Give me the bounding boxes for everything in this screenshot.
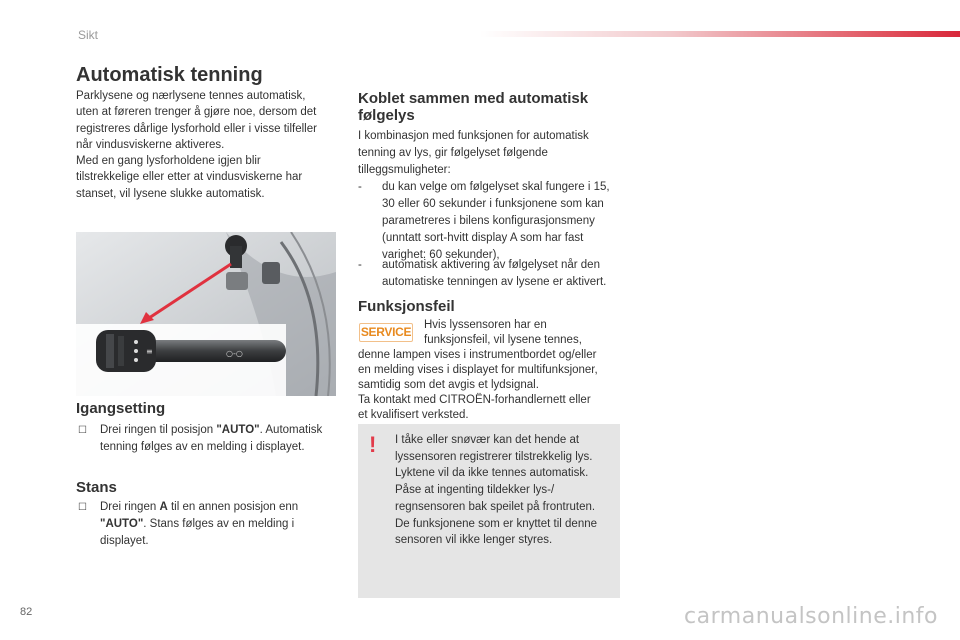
warning-box: [358, 424, 620, 598]
koblet-item: [358, 179, 628, 265]
intro-line: stanset, vil lysene slukke automatisk.: [76, 187, 265, 200]
funksjonsfeil-line: denne lampen vises i instrumentbordet og/eller: [358, 349, 597, 361]
igangsetting-text: [100, 422, 322, 456]
intro-line: når vindusviskerne aktiveres.: [76, 138, 225, 151]
igangsetting-heading: Igangsetting: [76, 400, 166, 417]
koblet-intro-line: tenning av lys, gir følgelyset følgende: [358, 147, 548, 159]
koblet-item: [358, 257, 628, 291]
exclamation-icon: !: [369, 432, 377, 457]
page-number: 82: [20, 606, 33, 618]
funksjonsfeil-line: Ta kontakt med CITROËN-forhandlernett eller: [358, 394, 591, 406]
warning-line: lyssensoren registrerer tilstrekkelig lys.: [395, 450, 593, 463]
koblet-heading-line: Koblet sammen med automatisk: [358, 90, 589, 107]
funksjonsfeil-body: [358, 348, 628, 423]
koblet-item-line: varighet: 60 sekunder),: [382, 249, 500, 261]
igangsetting-line: tenning følges av en melding i displayet.: [100, 441, 305, 453]
stans-bullet: [78, 499, 348, 551]
dash-marker: -: [358, 259, 362, 271]
light-stalk-illustration: [76, 232, 336, 396]
koblet-item-line: (unntatt sort-hvitt display A som har fast: [382, 232, 584, 244]
koblet-item-line: du kan velge om følgelyset skal fungere i 15,: [382, 181, 610, 193]
warning-line: De funksjonene som er knyttet til denne: [395, 517, 598, 530]
section-title: Sikt: [78, 28, 99, 42]
funksjonsfeil-heading: Funksjonsfeil: [358, 298, 455, 315]
warning-line: Lyktene vil da ikke tennes automatisk.: [395, 467, 589, 480]
koblet-heading-line: følgelys: [358, 107, 415, 124]
header-accent-bar: [480, 31, 960, 37]
service-warning-icon: SERVICE: [359, 323, 413, 342]
intro-paragraph: [76, 88, 346, 202]
intro-line: registreres dårlige lysforhold eller i visse tilfeller: [76, 122, 317, 135]
svg-text:○-○: ○-○: [226, 349, 243, 358]
warning-line: Påse at ingenting tildekker lys-/: [395, 484, 555, 497]
bullet-icon: ☐: [78, 502, 87, 513]
stans-line: Drei ringen A til en annen posisjon enn: [100, 501, 299, 513]
koblet-item-line: automatiske tenningen av lysene er aktivert.: [382, 276, 607, 288]
koblet-item-line: parametreres i bilens konfigurasjonsmeny: [382, 215, 595, 227]
funksjonsfeil-line: en melding vises i displayet for multifunksjoner,: [358, 364, 598, 376]
dash-marker: -: [358, 181, 362, 193]
koblet-intro-line: I kombinasjon med funksjonen for automatisk: [358, 130, 589, 142]
igangsetting-line: Drei ringen til posisjon "AUTO". Automatisk: [100, 424, 323, 436]
bullet-icon: ☐: [78, 425, 87, 436]
intro-line: uten at føreren trenger å gjøre noe, dersom det: [76, 106, 317, 119]
stans-line: "AUTO". Stans følges av en melding i: [100, 518, 295, 530]
intro-line: Parklysene og nærlysene tennes automatisk,: [76, 90, 306, 102]
igangsetting-bullet: [78, 422, 348, 458]
koblet-intro: [358, 128, 628, 179]
stans-text: [100, 499, 298, 550]
funksjonsfeil-indented: [424, 318, 624, 348]
koblet-item-line: automatisk aktivering av følgelyset når den: [382, 259, 600, 271]
koblet-intro-line: tilleggsmuligheter:: [358, 164, 451, 176]
funksjonsfeil-line: samtidig som det avgis et lydsignal.: [358, 379, 539, 391]
funksjonsfeil-line: et kvalifisert verksted.: [358, 409, 469, 421]
funksjonsfeil-line: funksjonsfeil, vil lysene tennes,: [424, 334, 582, 346]
stans-line: displayet.: [100, 535, 149, 547]
warning-line: I tåke eller snøvær kan det hende at: [395, 434, 580, 446]
page-title: Automatisk tenning: [76, 64, 263, 86]
warning-line: sensoren vil ikke lenger styres.: [395, 534, 553, 547]
funksjonsfeil-line: Hvis lyssensoren har en: [424, 319, 547, 331]
light-stalk-drawing: [76, 232, 336, 396]
stans-heading: Stans: [76, 479, 117, 496]
intro-line: tilstrekkelige eller etter at vindusviskerne har: [76, 171, 303, 184]
watermark: carmanualsonline.info: [684, 604, 938, 629]
intro-line: Med en gang lysforholdene igjen blir: [76, 155, 261, 168]
koblet-heading: [358, 90, 588, 124]
koblet-item-line: 30 eller 60 sekunder i funksjonene som kan: [382, 198, 604, 210]
koblet-item-text: [382, 257, 606, 291]
svg-text:≡: ≡: [146, 347, 153, 356]
warning-text: [395, 432, 615, 549]
warning-line: regnsensoren bak speilet på frontruten.: [395, 500, 596, 513]
koblet-item-text: [382, 179, 610, 264]
